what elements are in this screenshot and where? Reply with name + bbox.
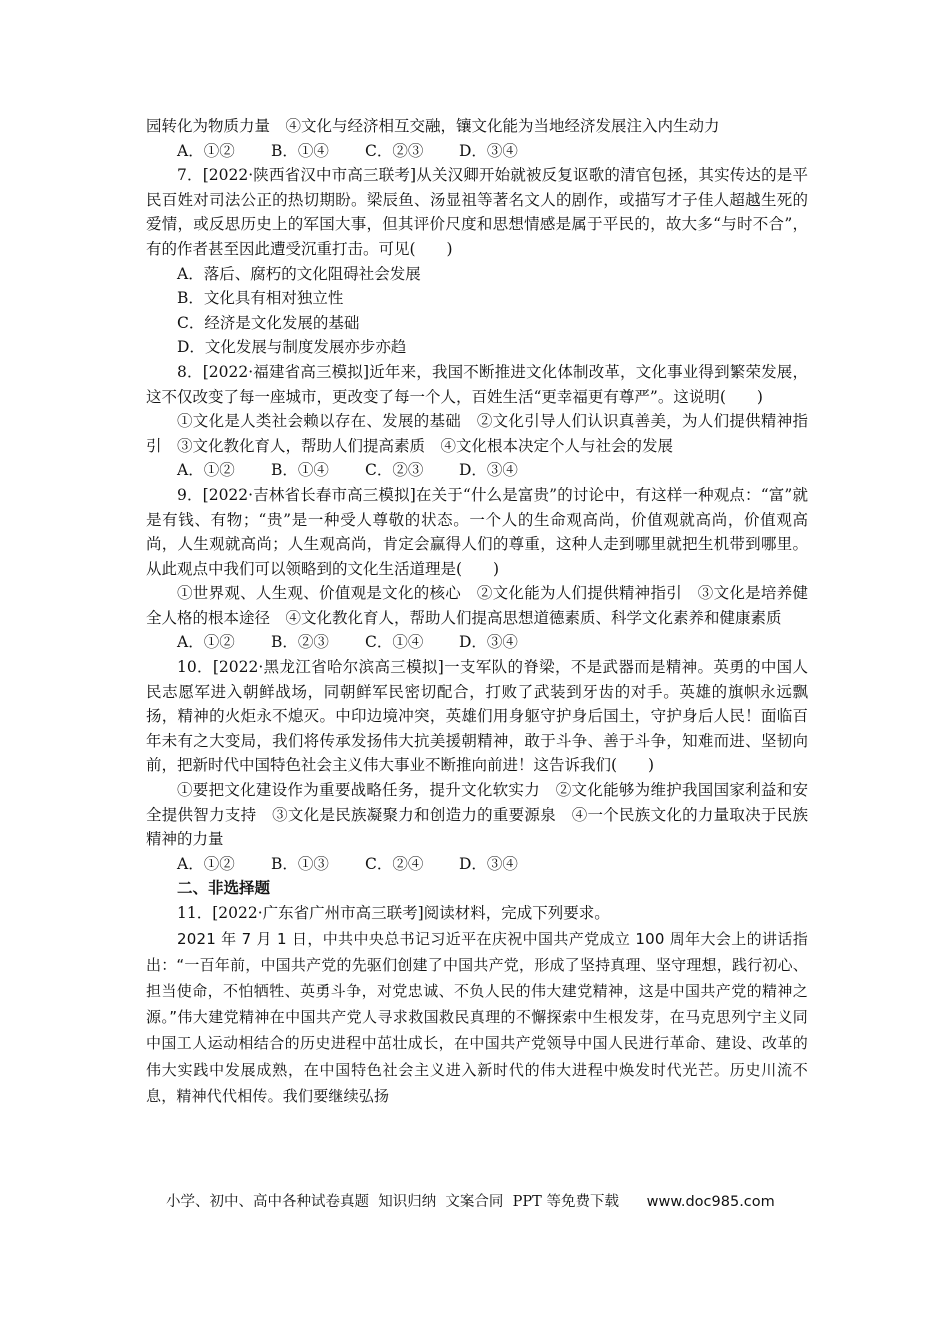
q7-stem: 7．[2022·陕西省汉中市高三联考]从关汉卿开始就被反复讴歌的清官包拯，其实传达的是平民百姓对司法公正的热切期盼。梁辰鱼、汤显祖等著名文人的剧作，或描写才子佳人超越生死的爱情，或反思历史上的军国大事，但其评价尺度和思想情感是属于平民的，故大多“与时不合”，有的作者甚至因此遭受沉重打击。可见( )	[146, 166, 808, 258]
q9-option-b: B．②③	[271, 633, 329, 652]
q8-stem: 8．[2022·福建省高三模拟]近年来，我国不断推进文化体制改革，文化事业得到繁荣发展，这不仅改变了每一座城市，更改变了每一个人，百姓生活“更幸福更有尊严”。这说明( )	[146, 362, 808, 406]
q6-option-a: A．①②	[177, 141, 235, 160]
q8-option-d: D．③④	[459, 461, 518, 480]
q10-option-d: D．③④	[459, 854, 518, 873]
q10-statements: ①要把文化建设作为重要战略任务，提升文化软实力 ②文化能够为维护我国国家利益和安全提供智力支持 ③文化是民族凝聚力和创造力的重要源泉 ④一个民族文化的力量取决于民族精神的力量	[146, 781, 808, 849]
q6-option-b: B．①④	[271, 141, 329, 160]
q6-option-d: D．③④	[459, 141, 518, 160]
q8-statements: ①文化是人类社会赖以存在、发展的基础 ②文化引导人们认识真善美，为人们提供精神指引 ③文化教化育人，帮助人们提高素质 ④文化根本决定个人与社会的发展	[146, 412, 808, 455]
section-heading: 二、非选择题	[177, 878, 271, 898]
q8-option-b: B．①④	[271, 461, 329, 480]
q9-option-a: A．①②	[177, 633, 235, 652]
q10-options	[177, 852, 808, 877]
q9-statements: ①世界观、人生观、价值观是文化的核心 ②文化能为人们提供精神指引 ③文化是培养健全人格的根本途径 ④文化教化育人，帮助人们提高思想道德素质、科学文化素养和健康素质	[146, 584, 808, 627]
q7-choice-a: A．落后、腐朽的文化阻碍社会发展	[177, 264, 421, 283]
q6-options	[177, 139, 808, 164]
q11-stem: 11．[2022·广东省广州市高三联考]阅读材料，完成下列要求。	[177, 904, 610, 922]
q10-option-a: A．①②	[177, 854, 235, 873]
q11-material: 2021 年 7 月 1 日，中共中央总书记习近平在庆祝中国共产党成立 100 周年大会上的讲话指出：“一百年前，中国共产党的先驱们创建了中国共产党，形成了坚持真理、坚守理想，践行初心、担当使命，不怕牺牲、英勇斗争，对党忠诚、不负人民的伟大建党精神，这是中国共产党的精神之源。”伟大建党精神在中国共产党人寻求救国救民真理的不懈探索中生根发芽，在马克思列宁主义同中国工人运动相结合的历史进程中茁壮成长，在中国共产党领导中国人民进行革命、建设、改革的伟大实践中发展成熟，在中国特色社会主义进入新时代的伟大进程中焕发时代光芒。历史川流不息，精神代代相传。我们要继续弘扬	[146, 929, 808, 1105]
q9-stem: 9．[2022·吉林省长春市高三模拟]在关于“什么是富贵”的讨论中，有这样一种观点：“富”就是有钱、有物；“贵”是一种受人尊敬的状态。一个人的生命观高尚，价值观就高尚，价值观高尚，人生观就高尚；人生观高尚，肯定会赢得人们的尊重，这种人走到哪里就把生机带到哪里。从此观点中我们可以领略到的文化生活道理是( )	[146, 485, 808, 578]
q8-options	[177, 458, 808, 483]
footer-url[interactable]: www.doc985.com	[646, 1194, 775, 1210]
q9-option-d: D．③④	[459, 633, 518, 652]
q6-statements-tail: 园转化为物质力量 ④文化与经济相互交融，镶文化能为当地经济发展注入内生动力	[146, 117, 720, 135]
q10-stem: 10．[2022·黑龙江省哈尔滨高三模拟]一支军队的脊梁，不是武器而是精神。英勇的中国人民志愿军进入朝鲜战场，同朝鲜军民密切配合，打败了武装到牙齿的对手。英雄的旗帜永远飘扬，精神的火炬永不熄灭。中印边境冲突，英雄们用身躯守护身后国土，守护身后人民！面临百年未有之大变局，我们将传承发扬伟大抗美援朝精神，敢于斗争、善于斗争，知难而进、坚韧向前，把新时代中国特色社会主义伟大事业不断推向前进！这告诉我们( )	[146, 658, 808, 775]
page-footer	[166, 1192, 806, 1212]
q9-option-c: C．①④	[365, 633, 424, 652]
q7-choice-b: B．文化具有相对独立性	[177, 289, 344, 308]
footer-text: 小学、初中、高中各种试卷真题 知识归纳 文案合同 PPT 等免费下载	[166, 1194, 619, 1210]
q10-option-c: C．②④	[365, 854, 424, 873]
q10-option-b: B．①③	[271, 854, 329, 873]
q9-options	[177, 630, 808, 655]
q7-choice-c: C．经济是文化发展的基础	[177, 313, 360, 332]
q8-option-c: C．②③	[365, 461, 424, 480]
q8-option-a: A．①②	[177, 461, 235, 480]
document-body	[146, 114, 808, 1109]
q6-option-c: C．②③	[365, 141, 424, 160]
q7-choice-d: D．文化发展与制度发展亦步亦趋	[177, 338, 407, 357]
